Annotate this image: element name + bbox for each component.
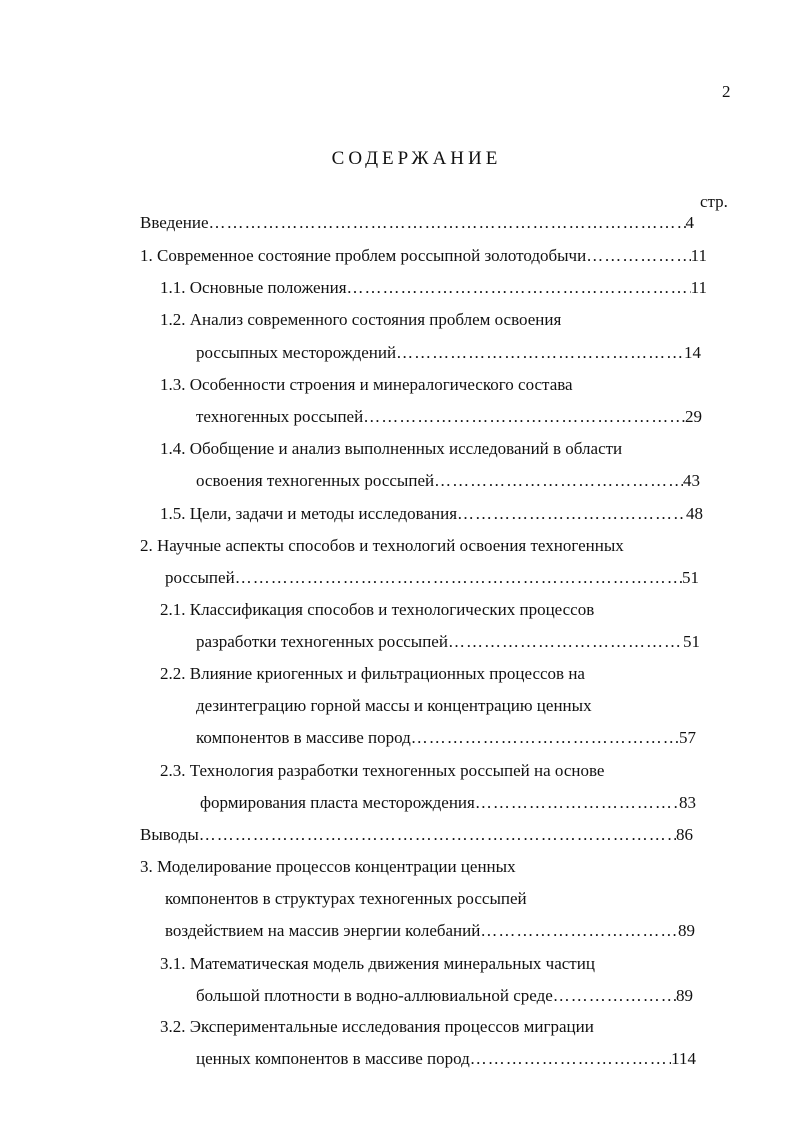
page-column-label: стр. xyxy=(700,192,728,211)
toc-entry-s2-2-line2: дезинтеграцию горной массы и концентрацию ценных xyxy=(196,696,592,715)
toc-entry-s2-3-line2: формирования пласта месторождения ……………………………………………………………………………………………………………………………… 83 xyxy=(200,792,696,814)
toc-entry-vyvody: Выводы ……………………………………………………………………………………………………………………………… 86 xyxy=(140,824,693,846)
toc-entry-s3-line3: воздействием на массив энергии колебаний ……………………………………………………………………………………………………………………………… 89 xyxy=(165,920,695,942)
toc-entry-s3-2-line2: ценных компонентов в массиве пород ……………………………………………………………………………………………………………………………… 114 xyxy=(196,1048,696,1070)
toc-entry-s1-2-line1: 1.2. Анализ современного состояния проблем освоения xyxy=(160,310,562,329)
toc-entry-s1: 1. Современное состояние проблем россыпной золотодобычи ……………………………………………………………………………………………………………………………… 11 xyxy=(140,245,707,267)
toc-entry-s3-line2: компонентов в структурах техногенных россыпей xyxy=(165,889,527,908)
toc-entry-s1-4-line2: освоения техногенных россыпей ……………………………………………………………………………………………………………………………… 43 xyxy=(196,470,700,492)
toc-entry-s2-line2: россыпей ……………………………………………………………………………………………………………………………… 51 xyxy=(165,567,699,589)
toc-entry-s3-2-line1: 3.2. Экспериментальные исследования процессов миграции xyxy=(160,1017,594,1036)
toc-entry-s3-line1: 3. Моделирование процессов концентрации ценных xyxy=(140,857,516,876)
toc-entry-s3-1-line2: большой плотности в водно-аллювиальной среде ……………………………………………………………………………………………………………………………… 89 xyxy=(196,985,693,1007)
toc-entry-vvedenie: Введение ……………………………………………………………………………………………………………………………… 4 xyxy=(140,212,694,234)
toc-entry-s2-3-line1: 2.3. Технология разработки техногенных россыпей на основе xyxy=(160,761,605,780)
toc-entry-s1-5: 1.5. Цели, задачи и методы исследования ……………………………………………………………………………………………………………………………… 48 xyxy=(160,503,703,525)
page-title: СОДЕРЖАНИЕ xyxy=(331,148,502,169)
toc-entry-s1-3-line1: 1.3. Особенности строения и минералогического состава xyxy=(160,375,573,394)
toc-entry-s1-1: 1.1. Основные положения ……………………………………………………………………………………………………………………………… 11 xyxy=(160,277,707,299)
toc-entry-s2-2-line3: компонентов в массиве пород ……………………………………………………………………………………………………………………………… 57 xyxy=(196,727,696,749)
toc-entry-s1-3-line2: техногенных россыпей ……………………………………………………………………………………………………………………………… 29 xyxy=(196,406,702,428)
toc-entry-s3-1-line1: 3.1. Математическая модель движения минеральных частиц xyxy=(160,954,595,973)
toc-entry-s2-1-line1: 2.1. Классификация способов и технологических процессов xyxy=(160,600,595,619)
page-number: 2 xyxy=(722,82,731,101)
toc-entry-s2-1-line2: разработки техногенных россыпей ……………………………………………………………………………………………………………………………… 51 xyxy=(196,631,700,653)
toc-entry-s2-2-line1: 2.2. Влияние криогенных и фильтрационных процессов на xyxy=(160,664,585,683)
toc-entry-s1-4-line1: 1.4. Обобщение и анализ выполненных исследований в области xyxy=(160,439,623,458)
toc-entry-s2-line1: 2. Научные аспекты способов и технологий освоения техногенных xyxy=(140,536,624,555)
toc-entry-s1-2-line2: россыпных месторождений ……………………………………………………………………………………………………………………………… 14 xyxy=(196,342,701,364)
